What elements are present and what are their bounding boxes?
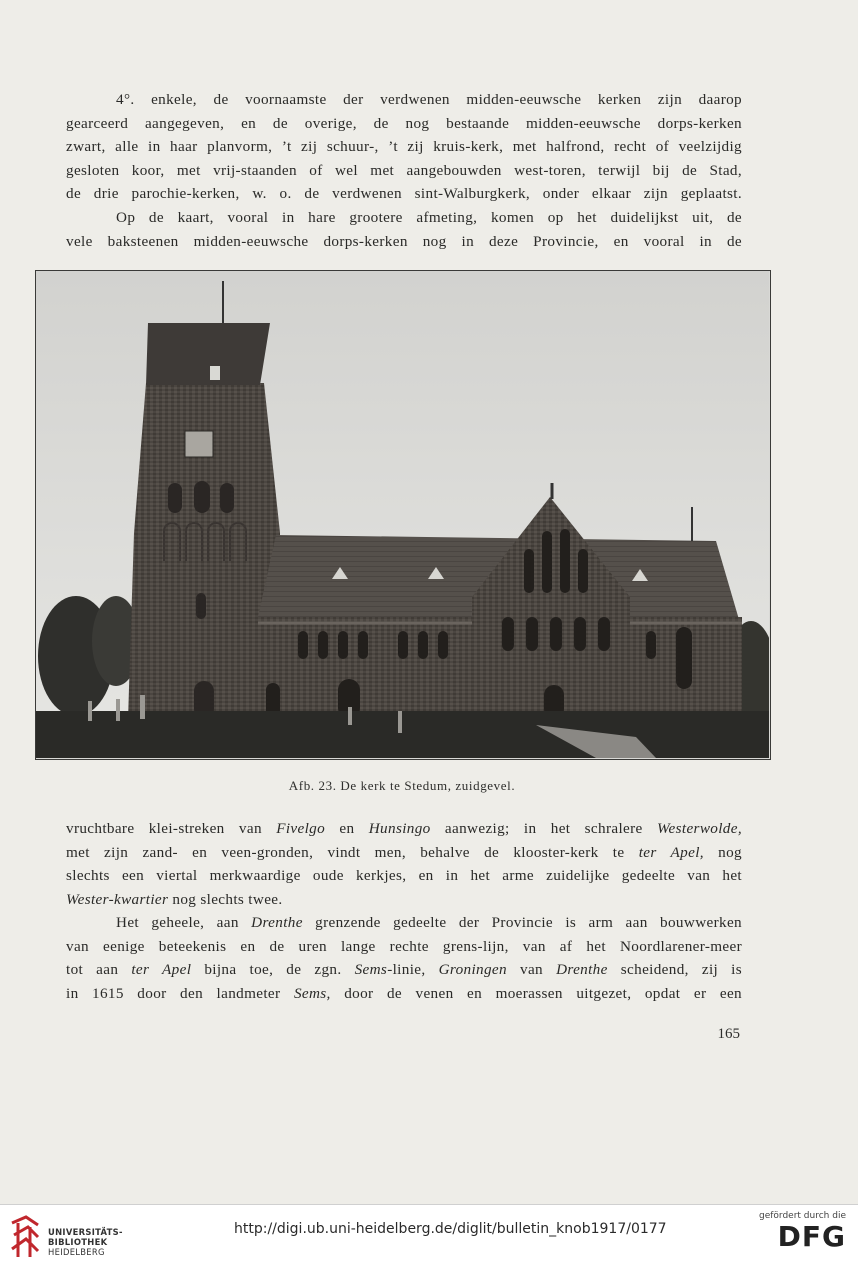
paragraph-3 (66, 911, 742, 1005)
text-line: in 1615 door den landmeter Sems, door de venen en moerassen uitgezet, opdat er een (66, 984, 742, 1002)
library-logo[interactable] (8, 1213, 128, 1261)
paragraph-1 (66, 88, 742, 253)
sponsor-text: gefördert durch die (759, 1211, 846, 1221)
dfg-logo-text: DFG (777, 1220, 846, 1253)
paragraph-2 (66, 817, 742, 911)
page-number: 165 (717, 1026, 740, 1042)
text-line: gesloten koor, met vrij-staanden of wel met aangebouwden west-toren, terwijl bij de Stad, (66, 161, 742, 179)
text-line: met zijn zand- en veen-gronden, vindt men, behalve de klooster-kerk te ter Apel, nog (66, 843, 742, 861)
text-line: 4°. enkele, de voornaamste der verdwenen midden-eeuwsche kerken zijn daarop (116, 91, 742, 108)
text-line: Het geheele, aan Drenthe grenzende gedeelte der Provincie is arm aan bouwwerken (116, 914, 742, 931)
church-illustration (36, 271, 769, 758)
text-line: vele baksteenen midden-eeuwsche dorps-kerken nog in deze Provincie, en vooral in de (66, 232, 742, 250)
text-line: vruchtbare klei-streken van Fivelgo en Hunsingo aanwezig; in het schralere Westerwolde, (66, 820, 742, 837)
tower-clock (185, 431, 213, 457)
text-line: Wester-kwartier nog slechts twee. (66, 890, 283, 908)
text-line: zwart, alle in haar planvorm, ’t zij schuur-, ’t zij kruis-kerk, met halfrond, recht of veelzijdig (66, 138, 742, 156)
library-logo-icon (8, 1215, 42, 1259)
library-name-line2: BIBLIOTHEK (48, 1237, 108, 1247)
tower-window (210, 366, 220, 380)
text-line: de drie parochie-kerken, w. o. de verdwenen sint-Walburgkerk, onder elkaar zijn geplaatst. (66, 185, 742, 203)
church-photo (35, 270, 771, 760)
text-line: gearceerd aangegeven, en de overige, de nog bestaande midden-eeuwsche dorps-kerken (66, 114, 742, 132)
text-line: Op de kaart, vooral in hare grootere afmeting, komen op het duidelijkst uit, de (116, 208, 742, 226)
text-line: slechts een viertal merkwaardige oude kerkjes, en in het arme zuidelijke gedeelte van het (66, 867, 742, 885)
figure-caption: Afb. 23. De kerk te Stedum, zuidgevel. (288, 778, 516, 793)
text-line: van eenige beteekenis en de uren lange rechte grens-lijn, van af het Noordlarener-meer (66, 937, 742, 955)
footer-bar (0, 1204, 858, 1267)
text-line: tot aan ter Apel bijna toe, de zgn. Sems-linie, Groningen van Drenthe scheidend, zij is (66, 961, 742, 979)
library-name-line3: HEIDELBERG (48, 1247, 105, 1257)
library-name-line1: UNIVERSITÄTS- (48, 1227, 123, 1237)
permalink-url[interactable]: http://digi.ub.uni-heidelberg.de/diglit/bulletin_knob1917/0177 (234, 1221, 667, 1237)
dfg-logo[interactable] (756, 1211, 846, 1261)
